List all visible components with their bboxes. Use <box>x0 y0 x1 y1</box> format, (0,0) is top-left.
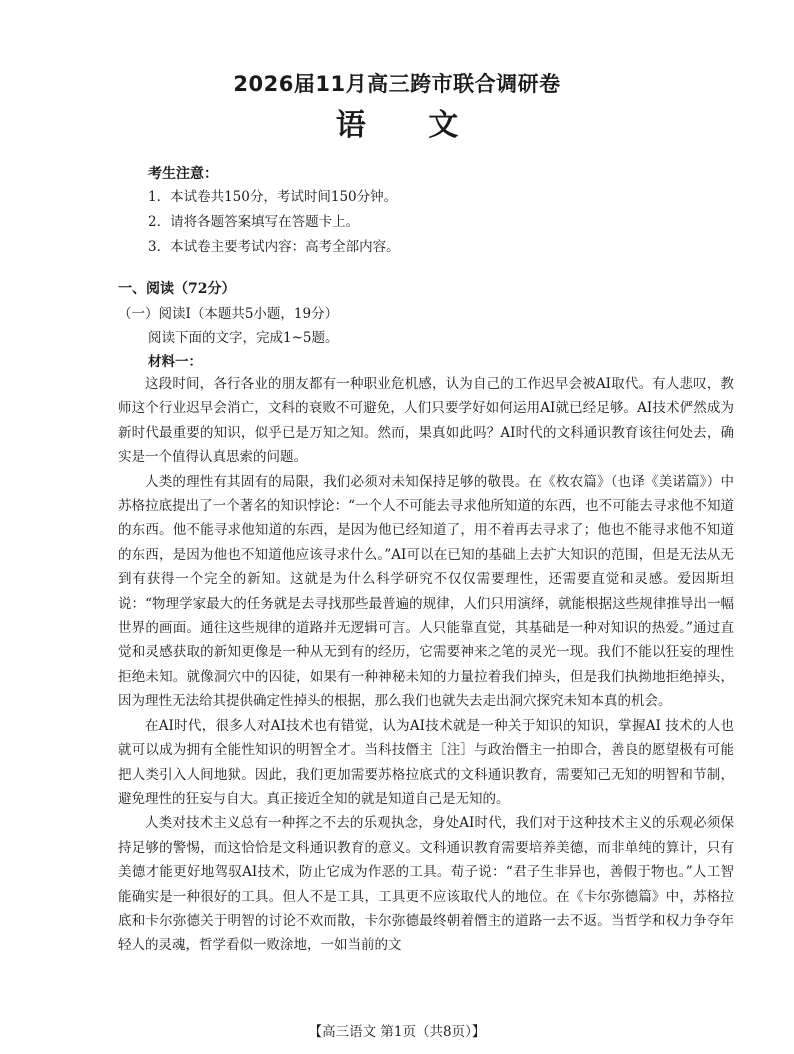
material-heading: 材料一： <box>148 354 202 370</box>
subsection-heading: （一）阅读I（本题共5小题，19分） <box>118 306 339 322</box>
passage-paragraph: 这段时间，各行各业的朋友都有一种职业危机感，认为自己的工作迟早会被AI取代。有人悲叹，教师这个行业迟早会消亡，文科的衰败不可避免，人们只要学好如何运用AI就已经足够。AI技术俨然成为新时代最重要的知识，似乎已是万知之知。然而，果真如此吗？AI时代的文科通识教育该往何处去，确实是一个值得认真思索的问题。 <box>118 376 734 466</box>
notice-item: 2．请将各题答案填写在答题卡上。 <box>148 214 360 230</box>
section-heading: 一、阅读（72分） <box>118 281 236 297</box>
passage-paragraph: 人类对技术主义总有一种挥之不去的乐观执念，身处AI时代，我们对于这种技术主义的乐观必须保持足够的警惕，而这恰恰是文科通识教育的意义。文科通识教育需要培养美德，而非单纯的算计，只有美德才能更好地驾驭AI技术，防止它成为作恶的工具。荀子说：“君子生非异也，善假于物也。”人工智能确实是一种很好的工具。但人不是工具，工具更不应该取代人的地位。在《卡尔弥德篇》中，苏格拉底和卡尔弥德关于明智的讨论不欢而散，卡尔弥德最终朝着僭主的道路一去不返。当哲学和权力争夺年轻人的灵魂，哲学看似一败涂地，一如当前的文 <box>118 815 734 954</box>
passage-paragraph: 在AI时代，很多人对AI技术也有错觉，认为AI技术就是一种关于知识的知识，掌握AI 技术的人也就可以成为拥有全能性知识的明智全才。当科技僭主［注］与政治僭主一拍即合，善良的愿望极有可能把人类引入人间地狱。因此，我们更加需要苏格拉底式的文科通识教育，需要知己无知的明智和节制，避免理性的狂妄与自大。真正接近全知的就是知道自己是无知的。 <box>118 717 734 807</box>
notice-item: 3．本试卷主要考试内容：高考全部内容。 <box>148 239 400 255</box>
exam-title: 2026届11月高三跨市联合调研卷 <box>233 72 561 96</box>
notice-list <box>148 185 400 260</box>
notice-heading: 考生注意： <box>148 166 218 182</box>
passage-body <box>118 372 734 958</box>
reading-instruction: 阅读下面的文字，完成1~5题。 <box>148 330 339 346</box>
notice-item: 1．本试卷共150分，考试时间150分钟。 <box>148 189 398 205</box>
subject-title: 语 文 <box>335 108 485 143</box>
page-footer: 【高三语文 第1页（共8页）】 <box>308 1024 486 1040</box>
passage-paragraph: 人类的理性有其固有的局限，我们必须对未知保持足够的敬畏。在《枚农篇》（也译《美诺篇》）中苏格拉底提出了一个著名的知识悖论：“一个人不可能去寻求他所知道的东西，也不可能去寻求他不知道的东西。他不能寻求他知道的东西，是因为他已经知道了，用不着再去寻求了；他也不能寻求他不知道的东西，是因为他也不知道他应该寻求什么。”AI可以在已知的基础上去扩大知识的范围，但是无法从无到有获得一个完全的新知。这就是为什么科学研究不仅仅需要理性，还需要直觉和灵感。爱因斯坦说：“物理学家最大的任务就是去寻找那些最普遍的规律，人们只用演绎，就能根据这些规律推导出一幅世界的画面。通往这些规律的道路并无逻辑可言。人只能靠直觉，其基础是一种对知识的热爱。”通过直觉和灵感获取的新知更像是一种从无到有的经历，它需要神来之笔的灵光一现。我们不能以狂妄的理性拒绝未知。就像洞穴中的囚徒，如果有一种神秘未知的力量拉着我们掉头，但是我们执拗地拒绝掉头，因为理性无法给其提供确定性掉头的根据，那么我们也就失去走出洞穴探究未知本真的机会。 <box>118 473 734 710</box>
